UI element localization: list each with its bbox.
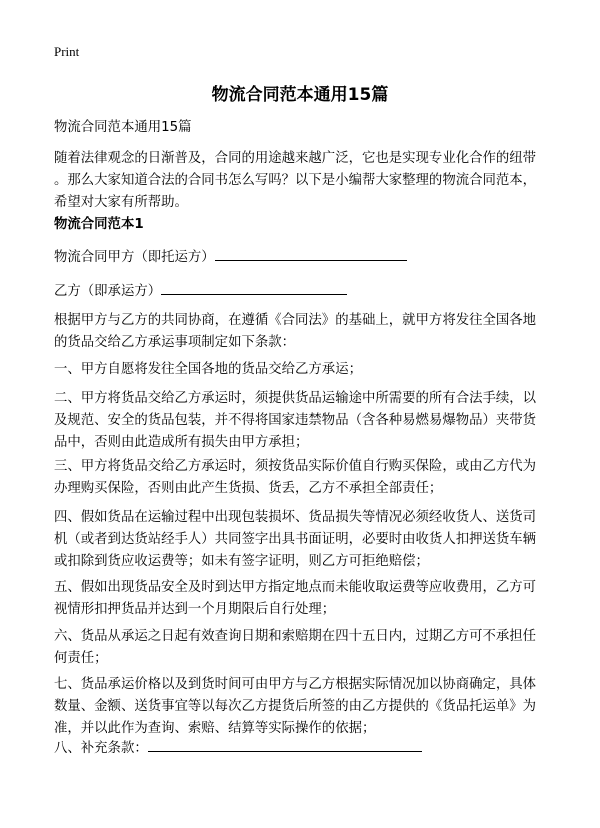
clause-3-line-2: 办理购买保险，否则由此产生货损、货丢，乙方不承担全部责任； bbox=[54, 481, 443, 496]
clause-2-line-2: 及规范、安全的货品包装，并不得将国家违禁物品（含各种易燃易爆物品）夹带货 bbox=[54, 413, 537, 428]
clause-7-line-3: 准，并以此作为查询、索赔、结算等实际操作的依据； bbox=[54, 721, 376, 736]
preamble-line-1: 根据甲方与乙方的共同协商，在遵循《合同法》的基础上，就甲方将发往全国各地 bbox=[54, 313, 537, 328]
preamble-line-2: 的货品交给乙方承运事项制定如下条款： bbox=[54, 335, 296, 350]
party-b-line bbox=[54, 280, 552, 303]
document-title: 物流合同范本通用15篇 bbox=[211, 85, 389, 105]
supplement-blank bbox=[148, 737, 422, 752]
clause-4-line-3: 或扣除到货应收运费等；如未有签字证明，则乙方可拒绝赔偿； bbox=[54, 554, 429, 569]
clause-1-line-1: 一、甲方自愿将发往全国各地的货品交给乙方承运； bbox=[54, 362, 362, 377]
intro-line-1: 随着法律观念的日渐普及，合同的用途越来越广泛，它也是实现专业化合作的纽带 bbox=[54, 151, 537, 166]
clause-5-line-2: 视情形扣押货品并达到一个月期限后自行处理； bbox=[54, 602, 336, 617]
clause-7-line-1: 七、货品承运价格以及到货时间可由甲方与乙方根据实际情况加以协商确定，具体 bbox=[54, 677, 537, 692]
clause-3-line-1: 三、甲方将货品交给乙方承运时，须按货品实际价值自行购买保险，或由乙方代为 bbox=[54, 459, 537, 474]
clause-6-line-1: 六、货品从承运之日起有效查询日期和索赔期在四十五日内，过期乙方可不承担任 bbox=[54, 629, 537, 644]
clause-6-line-2: 何责任； bbox=[54, 651, 108, 666]
clause-7-line-2: 数量、金额、送货事宜等以每次乙方提货后所签的由乙方提供的《货品托运单》为 bbox=[54, 699, 537, 714]
party-b-blank bbox=[161, 280, 347, 295]
party-a-blank bbox=[215, 246, 407, 261]
party-b-label: 乙方（即承运方） bbox=[54, 284, 162, 299]
intro-line-3: 希望对大家有所帮助。 bbox=[54, 195, 188, 210]
supplement-line bbox=[54, 737, 552, 760]
supplement-label: 八、补充条款： bbox=[54, 741, 148, 756]
intro-line-2: 。那么大家知道合法的合同书怎么写吗？以下是小编帮大家整理的物流合同范本， bbox=[54, 173, 537, 188]
party-a-line bbox=[54, 246, 552, 269]
clause-4-line-2: 机（或者到达货站经手人）共同签字出具书面证明，必要时由收货人扣押送货车辆 bbox=[54, 532, 537, 547]
section-heading: 物流合同范本1 bbox=[54, 217, 144, 232]
print-link[interactable]: Print bbox=[54, 44, 80, 59]
clause-4-line-1: 四、假如货品在运输过程中出现包装损坏、货品损失等情况必须经收货人、送货司 bbox=[54, 510, 537, 525]
party-a-label: 物流合同甲方（即托运方） bbox=[54, 250, 215, 265]
document-subtitle: 物流合同范本通用15篇 bbox=[54, 120, 192, 135]
clause-5-line-1: 五、假如出现货品安全及时到达甲方指定地点而未能收取运费等应收费用，乙方可 bbox=[54, 580, 537, 595]
clause-2-line-1: 二、甲方将货品交给乙方承运时，须提供货品运输途中所需要的所有合法手续，以 bbox=[54, 391, 537, 406]
clause-2-line-3: 品中，否则由此造成所有损失由甲方承担； bbox=[54, 435, 309, 450]
